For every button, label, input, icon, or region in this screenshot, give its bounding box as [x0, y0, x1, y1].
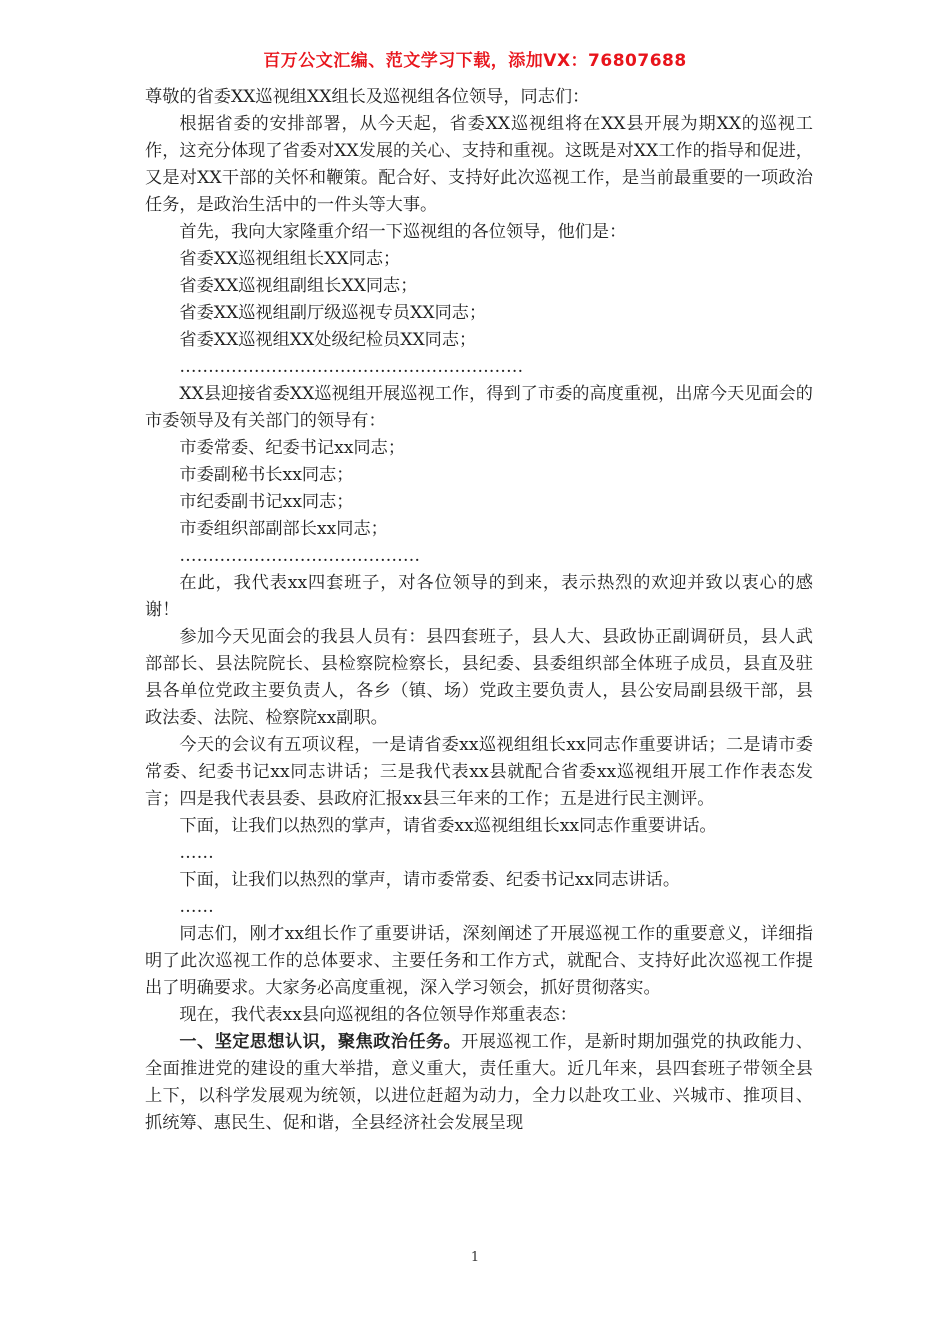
ellipsis-line: ……: [179, 897, 214, 917]
section-paragraph: [145, 1029, 813, 1137]
document-body: [145, 84, 813, 1137]
list-item: 省委XX巡视组组长XX同志；: [179, 249, 401, 269]
paragraph: 今天的会议有五项议程，一是请省委xx巡视组组长xx同志作重要讲话；二是请市委常委、纪委书记xx同志讲话；三是我代表xx县就配合省委xx巡视组开展工作作表态发言；四是我代表县委、县政府汇报xx县三年来的工作；五是进行民主测评。: [145, 735, 813, 809]
section-text: 开展巡视工作，是新时期加强党的执政能力、全面推进党的建设的重大举措，意义重大，责任重大。近几年来，县四套班子带领全县上下，以科学发展观为统领，以进位赶超为动力，全力以赴攻工业、兴城市、推项目、抓统筹、惠民生、促和谐，全县经济社会发展呈现: [145, 1032, 813, 1133]
paragraph: 根据省委的安排部署，从今天起，省委XX巡视组将在XX县开展为期XX的巡视工作，这充分体现了省委对XX发展的关心、支持和重视。这既是对XX工作的指导和促进，又是对XX干部的关怀和鞭策。配合好、支持好此次巡视工作，是当前最重要的一项政治任务，是政治生活中的一件头等大事。: [145, 114, 813, 215]
list-item: 省委XX巡视组XX处级纪检员XX同志；: [179, 330, 477, 350]
paragraph: 下面，让我们以热烈的掌声，请市委常委、纪委书记xx同志讲话。: [179, 870, 681, 890]
paragraph: 在此，我代表xx四套班子，对各位领导的到来，表示热烈的欢迎并致以衷心的感谢！: [145, 573, 813, 620]
paragraph: 首先，我向大家隆重介绍一下巡视组的各位领导，他们是：: [179, 222, 627, 242]
salutation: 尊敬的省委XX巡视组XX组长及巡视组各位领导，同志们：: [145, 87, 590, 107]
ellipsis-line: ……: [179, 843, 214, 863]
section-heading: 一、坚定思想认识，聚焦政治任务。: [179, 1032, 462, 1052]
ellipsis-line: ……………………………………………………: [179, 357, 524, 377]
list-item: 市委副秘书长xx同志；: [179, 465, 354, 485]
list-item: 省委XX巡视组副厅级巡视专员XX同志；: [179, 303, 487, 323]
ellipsis-line: ……………………………………: [179, 546, 421, 566]
paragraph: 同志们，刚才xx组长作了重要讲话，深刻阐述了开展巡视工作的重要意义，详细指明了此次巡视工作的总体要求、主要任务和工作方式，就配合、支持好此次巡视工作提出了明确要求。大家务必高度重视，深入学习领会，抓好贯彻落实。: [145, 924, 813, 998]
paragraph: 参加今天见面会的我县人员有：县四套班子，县人大、县政协正副调研员，县人武部部长、县法院院长、县检察院检察长，县纪委、县委组织部全体班子成员，县直及驻县各单位党政主要负责人，各乡（镇、场）党政主要负责人，县公安局副县级干部，县政法委、法院、检察院xx副职。: [145, 627, 813, 728]
paragraph: XX县迎接省委XX巡视组开展巡视工作，得到了市委的高度重视，出席今天见面会的市委领导及有关部门的领导有：: [145, 384, 813, 431]
page-number: 1: [470, 1250, 480, 1265]
paragraph: 下面，让我们以热烈的掌声，请省委xx巡视组组长xx同志作重要讲话。: [179, 816, 717, 836]
list-item: 市委常委、纪委书记xx同志；: [179, 438, 406, 458]
header-banner: 百万公文汇编、范文学习下载，添加VX：76807688: [263, 51, 687, 71]
paragraph: 现在，我代表xx县向巡视组的各位领导作郑重表态：: [179, 1005, 577, 1025]
list-item: 市委组织部副部长xx同志；: [179, 519, 388, 539]
list-item: 市纪委副书记xx同志；: [179, 492, 354, 512]
list-item: 省委XX巡视组副组长XX同志；: [179, 276, 418, 296]
